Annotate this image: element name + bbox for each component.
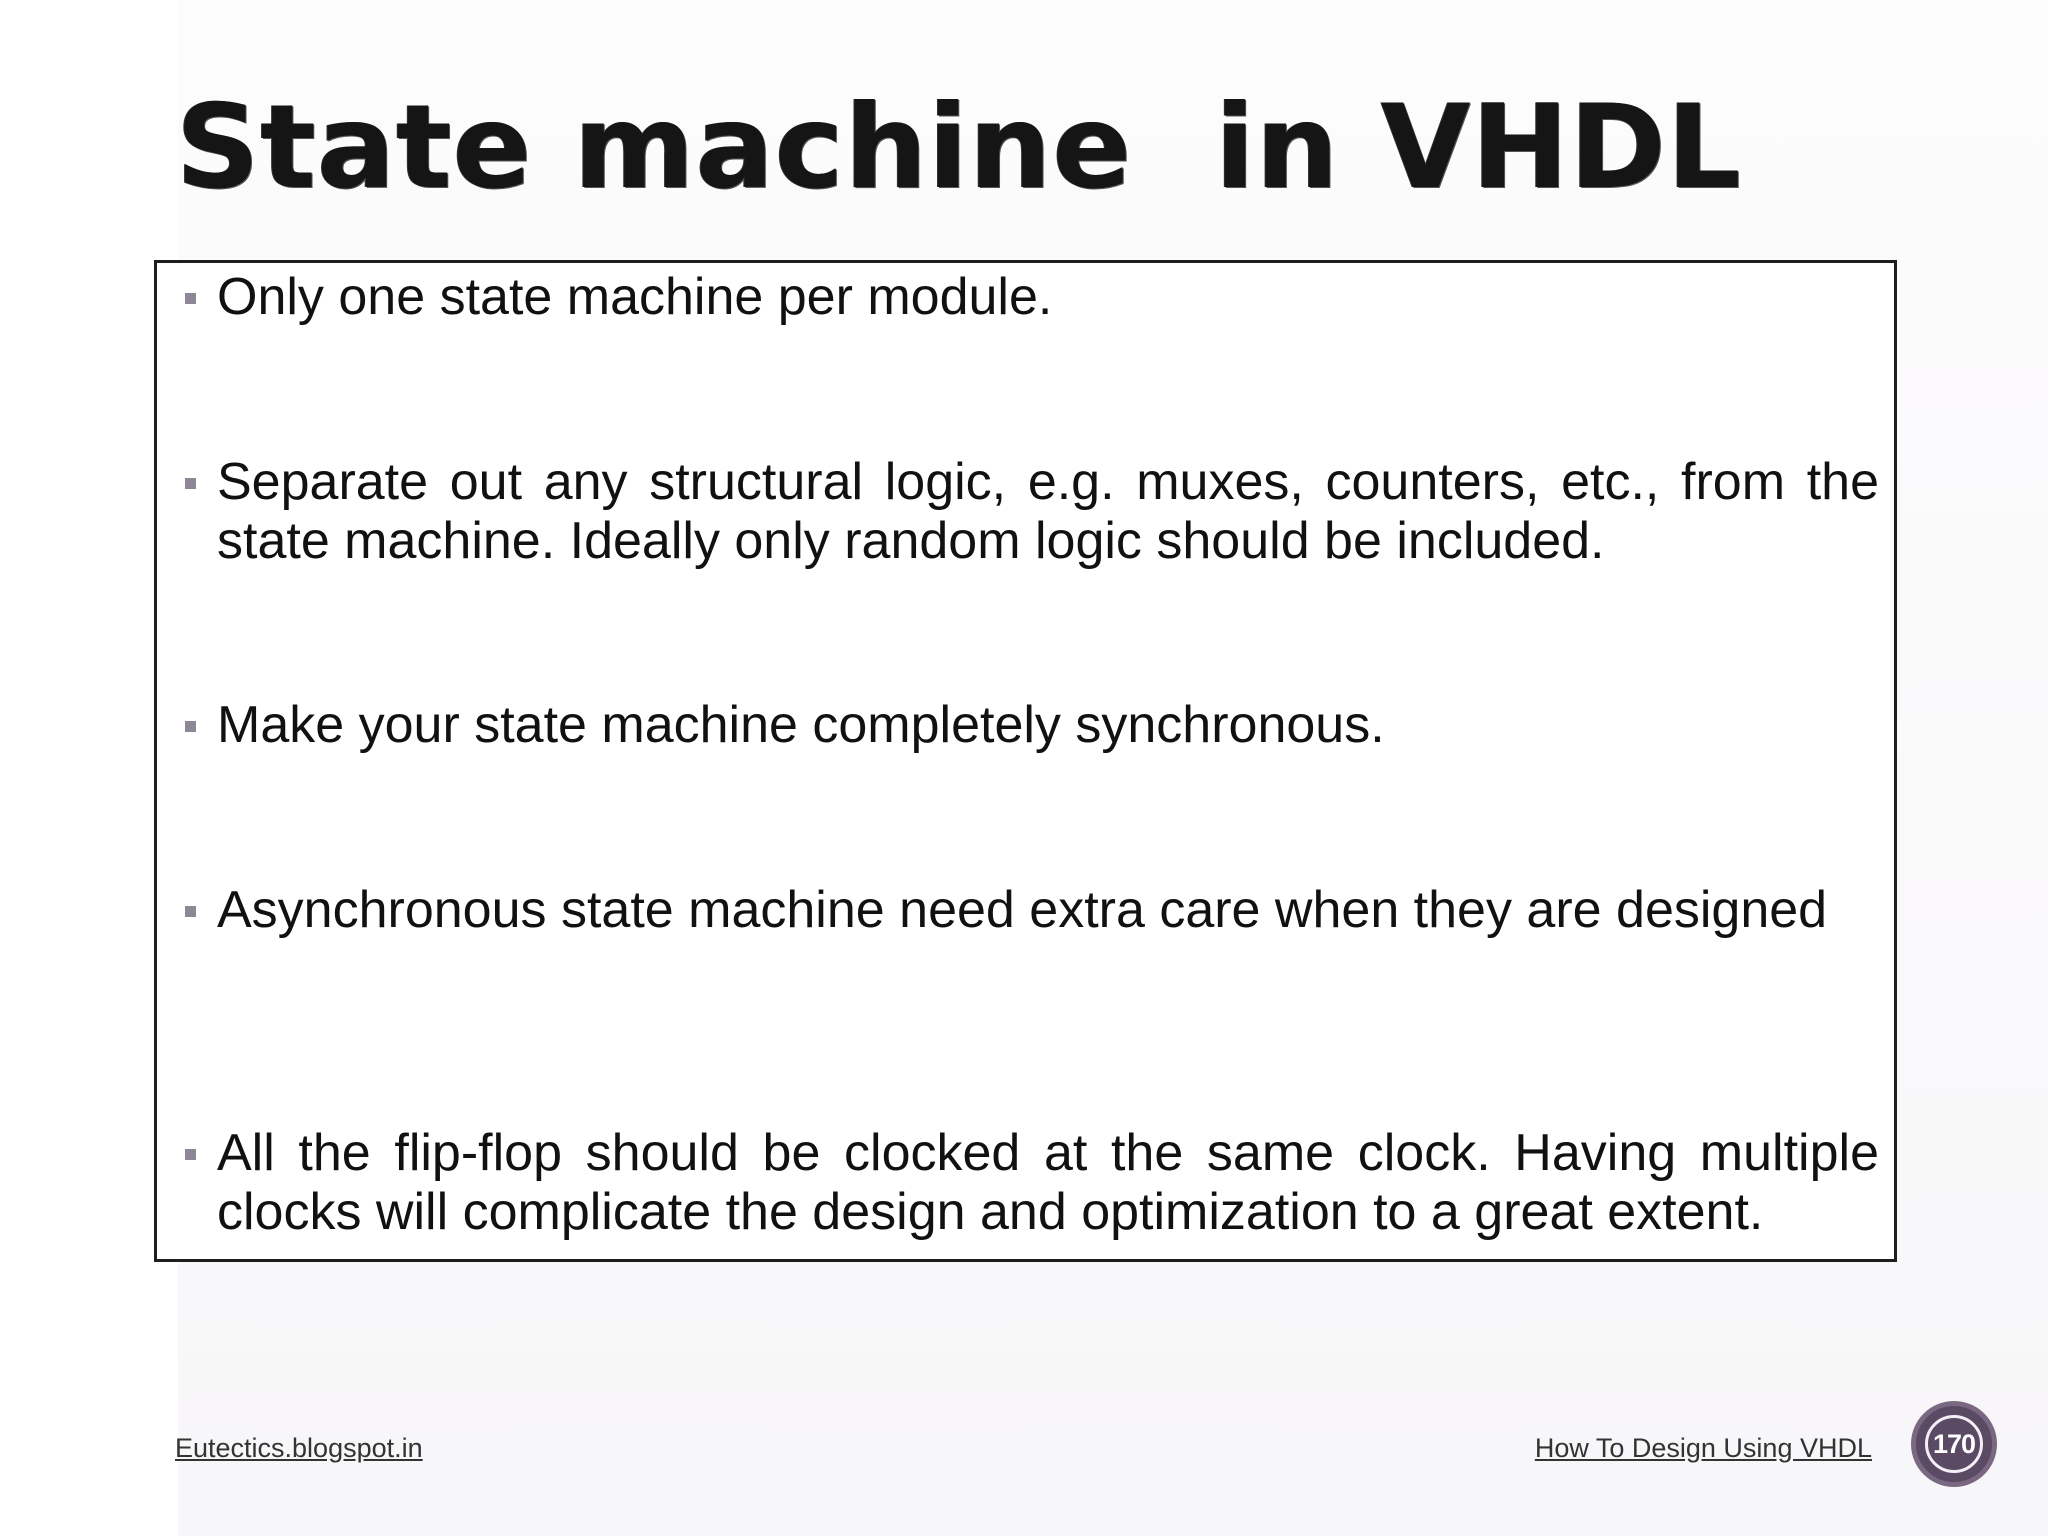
- bullet-text: Asynchronous state machine need extra care when they are designed: [217, 881, 1828, 939]
- bullet-text: Make your state machine completely synchronous.: [217, 696, 1385, 754]
- slide-title: State machine in VHDL: [176, 80, 1742, 215]
- bullet-square-icon: [185, 293, 196, 304]
- bullet-text: Separate out any structural logic, e.g. muxes, counters, etc., from the state machine. Ideally only random logic should be included.: [217, 453, 1879, 570]
- bullet-square-icon: [185, 1149, 196, 1160]
- footer-title-link[interactable]: How To Design Using VHDL: [1534, 1433, 1872, 1463]
- bullet-text: Only one state machine per module.: [217, 268, 1053, 326]
- bullet-square-icon: [185, 478, 196, 489]
- bullet-square-icon: [185, 906, 196, 917]
- page-number-badge: [1911, 1401, 1997, 1487]
- bullet-item: [217, 453, 1879, 571]
- bullet-square-icon: [185, 721, 196, 732]
- bullet-item: [217, 1124, 1879, 1242]
- bullet-text: All the flip-flop should be clocked at the same clock. Having multiple clocks will complicate the design and optimization to a great extent.: [217, 1124, 1879, 1241]
- bullet-item: [217, 268, 1879, 327]
- bullet-item: [217, 881, 1879, 940]
- bullet-item: [217, 696, 1879, 755]
- footer-blog-link[interactable]: Eutectics.blogspot.in: [175, 1433, 423, 1463]
- content-box: [154, 260, 1897, 1262]
- page-number: 170: [1925, 1415, 1983, 1473]
